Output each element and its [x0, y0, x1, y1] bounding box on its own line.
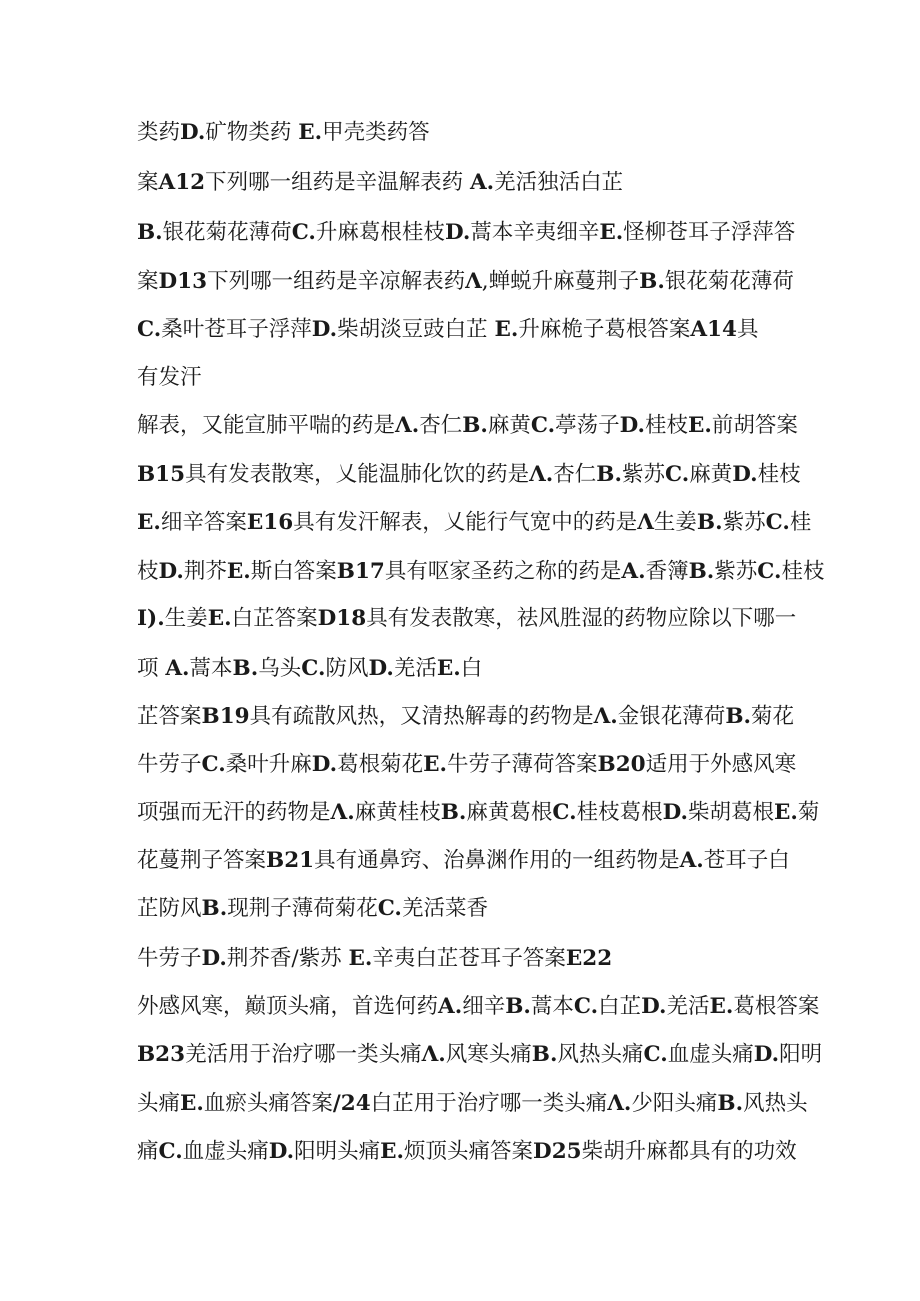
text-line: B23羌活用于治疗哪一类头痛Λ.风寒头痛B.风热头痛C.血虚头痛D.阳明 [137, 1042, 823, 1067]
text-line: 痛C.血虚头痛D.阳明头痛E.烦顶头痛答案D25柴胡升麻都具有的功效 [137, 1139, 797, 1164]
text-line: B15具有发表散寒，乂能温肺化饮的药是Λ.杏仁B.紫苏C.麻黄D.桂枝 [137, 462, 801, 487]
text-line: 项强而无汗的药物是Λ.麻黄桂枝B.麻黄葛根C.桂枝葛根D.柴胡葛根E.菊 [137, 800, 820, 825]
text-line: 花蔓荆子答案B21具有通鼻窍、治鼻渊作用的一组药物是A.苍耳子白 [137, 848, 790, 873]
text-line: 项 A.蒿本B.乌头C.防风D.羌活E.白 [137, 656, 483, 681]
text-line: 案D13下列哪一组药是辛凉解表药Λ,蝉蜕升麻蔓荆子B.银花菊花薄荷 [137, 269, 794, 294]
text-line: 解表，又能宣肺平喘的药是Λ.杏仁B.麻黄C.葶荡子D.桂枝E.前胡答案 [137, 413, 798, 438]
text-line: C.桑叶苍耳子浮萍D.柴胡淡豆豉白芷 E.升麻桅子葛根答案A14具 [137, 317, 759, 342]
text-line: 类药D.矿物类药 E.甲壳类药答 [137, 120, 430, 145]
text-line: 案A12下列哪一组药是辛温解表药 A.羌活独活白芷 [137, 170, 624, 195]
text-line: E.细辛答案E16具有发汗解表，乂能行气宽中的药是Λ生姜B.紫苏C.桂 [137, 510, 812, 535]
text-line: I).生姜E.白芷答案D18具有发表散寒，祛风胜湿的药物应除以下哪一 [137, 606, 797, 631]
text-line: 芷防风B.现荆子薄荷菊花C.羌活菜香 [137, 896, 488, 921]
text-line: 头痛E.血瘀头痛答案/24白芷用于治疗哪一类头痛Λ.少阳头痛B.风热头 [137, 1091, 808, 1116]
text-line: B.银花菊花薄荷C.升麻葛根桂枝D.蒿本辛夷细辛E.怪柳苍耳子浮萍答 [137, 220, 796, 245]
text-line: 牛劳子C.桑叶升麻D.葛根菊花E.牛劳子薄荷答案B20适用于外感风寒 [137, 752, 797, 777]
text-line: 芷答案B19具有疏散风热，又清热解毒的药物是Λ.金银花薄荷B.菊花 [137, 704, 794, 729]
text-line: 有发汗 [137, 365, 202, 390]
text-line: 牛劳子D.荆芥香/紫苏 E.辛夷白芷苍耳子答案E22 [137, 946, 613, 971]
text-line: 枝D.荆芥E.斯白答案B17具有呕家圣药之称的药是A.香簿B.紫苏C.桂枝 [137, 559, 825, 584]
text-line: 外感风寒，巅顶头痛，首选何药A.细辛B.蒿本C.白芷D.羌活E.葛根答案 [137, 994, 820, 1019]
